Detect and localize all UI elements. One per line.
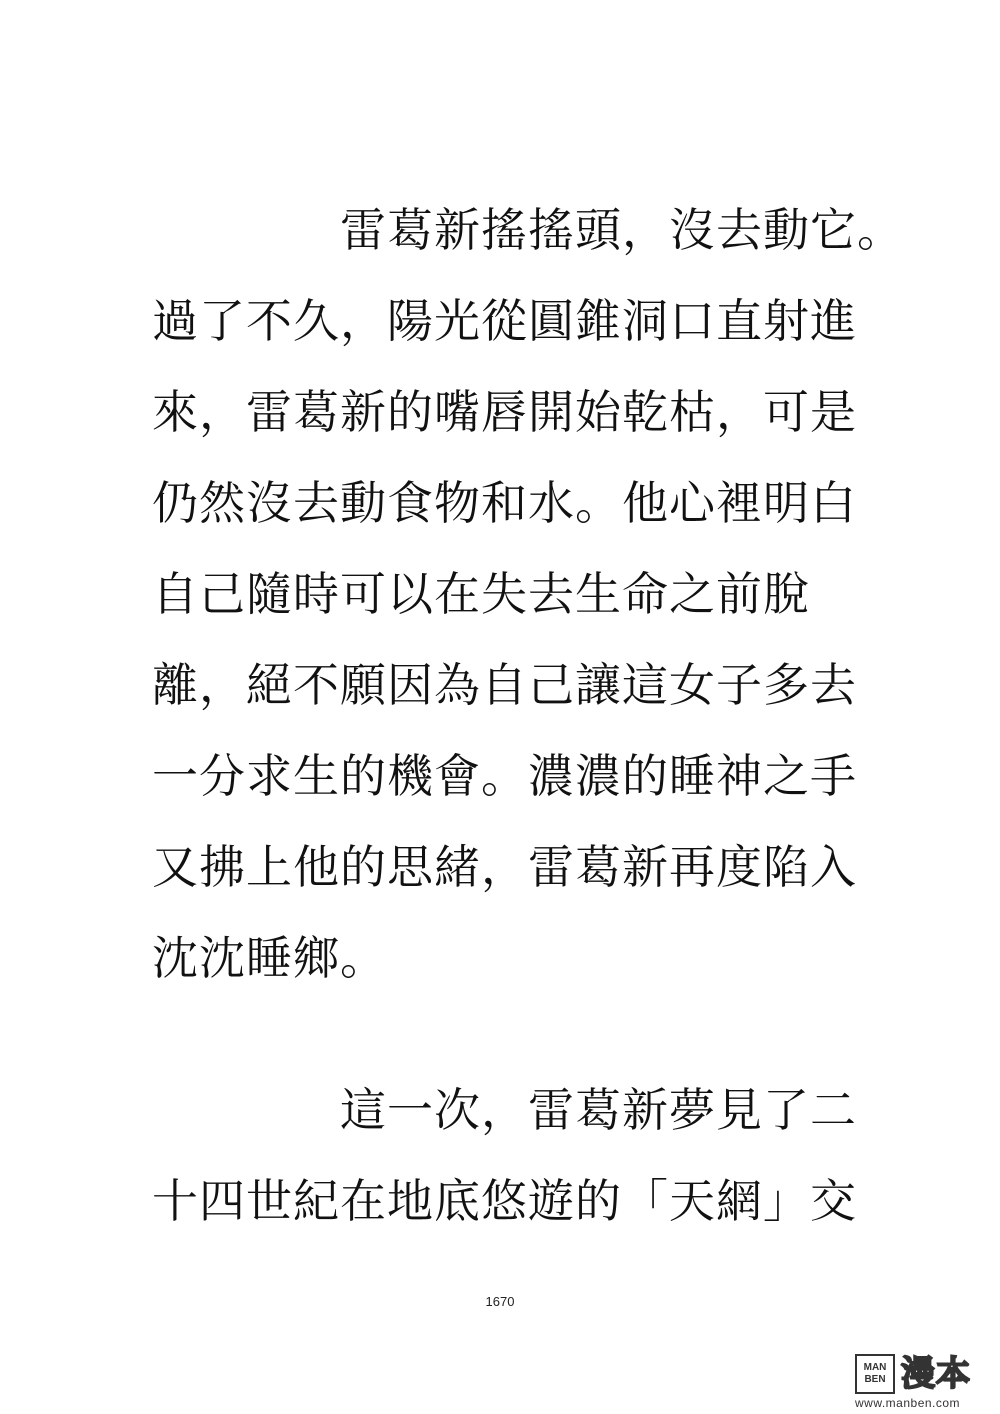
paragraph-2-line-1: 這一次，雷葛新夢見了二 (340, 1083, 857, 1137)
paragraph-1-line-8: 又拂上他的思緒，雷葛新再度陷入 (152, 840, 857, 894)
watermark-box (855, 1354, 895, 1394)
page-number: 1670 (485, 1294, 515, 1309)
paragraph-1-line-3: 來，雷葛新的嘴唇開始乾枯，可是 (152, 385, 857, 439)
paragraph-1-line-4: 仍然沒去動食物和水。他心裡明白 (152, 476, 857, 530)
paragraph-1-line-2: 過了不久，陽光從圓錐洞口直射進 (152, 294, 857, 348)
paragraph-2-line-2: 十四世紀在地底悠遊的「天網」交 (152, 1174, 857, 1228)
watermark-box-bottom: BEN (864, 1374, 886, 1385)
paragraph-1-line-1: 雷葛新搖搖頭，沒去動它。 (340, 203, 904, 257)
paragraph-1-line-7: 一分求生的機會。濃濃的睡神之手 (152, 749, 857, 803)
paragraph-1-line-9: 沈沈睡鄉。 (152, 931, 387, 985)
paragraph-1-line-5: 自己隨時可以在失去生命之前脫 (152, 567, 810, 621)
paragraph-1-line-6: 離，絕不願因為自己讓這女子多去 (152, 658, 857, 712)
watermark-logo (855, 1354, 995, 1410)
watermark-url: www.manben.com (855, 1396, 961, 1410)
watermark-chars: 漫本 (901, 1354, 971, 1394)
watermark-box-top: MAN (863, 1362, 887, 1373)
